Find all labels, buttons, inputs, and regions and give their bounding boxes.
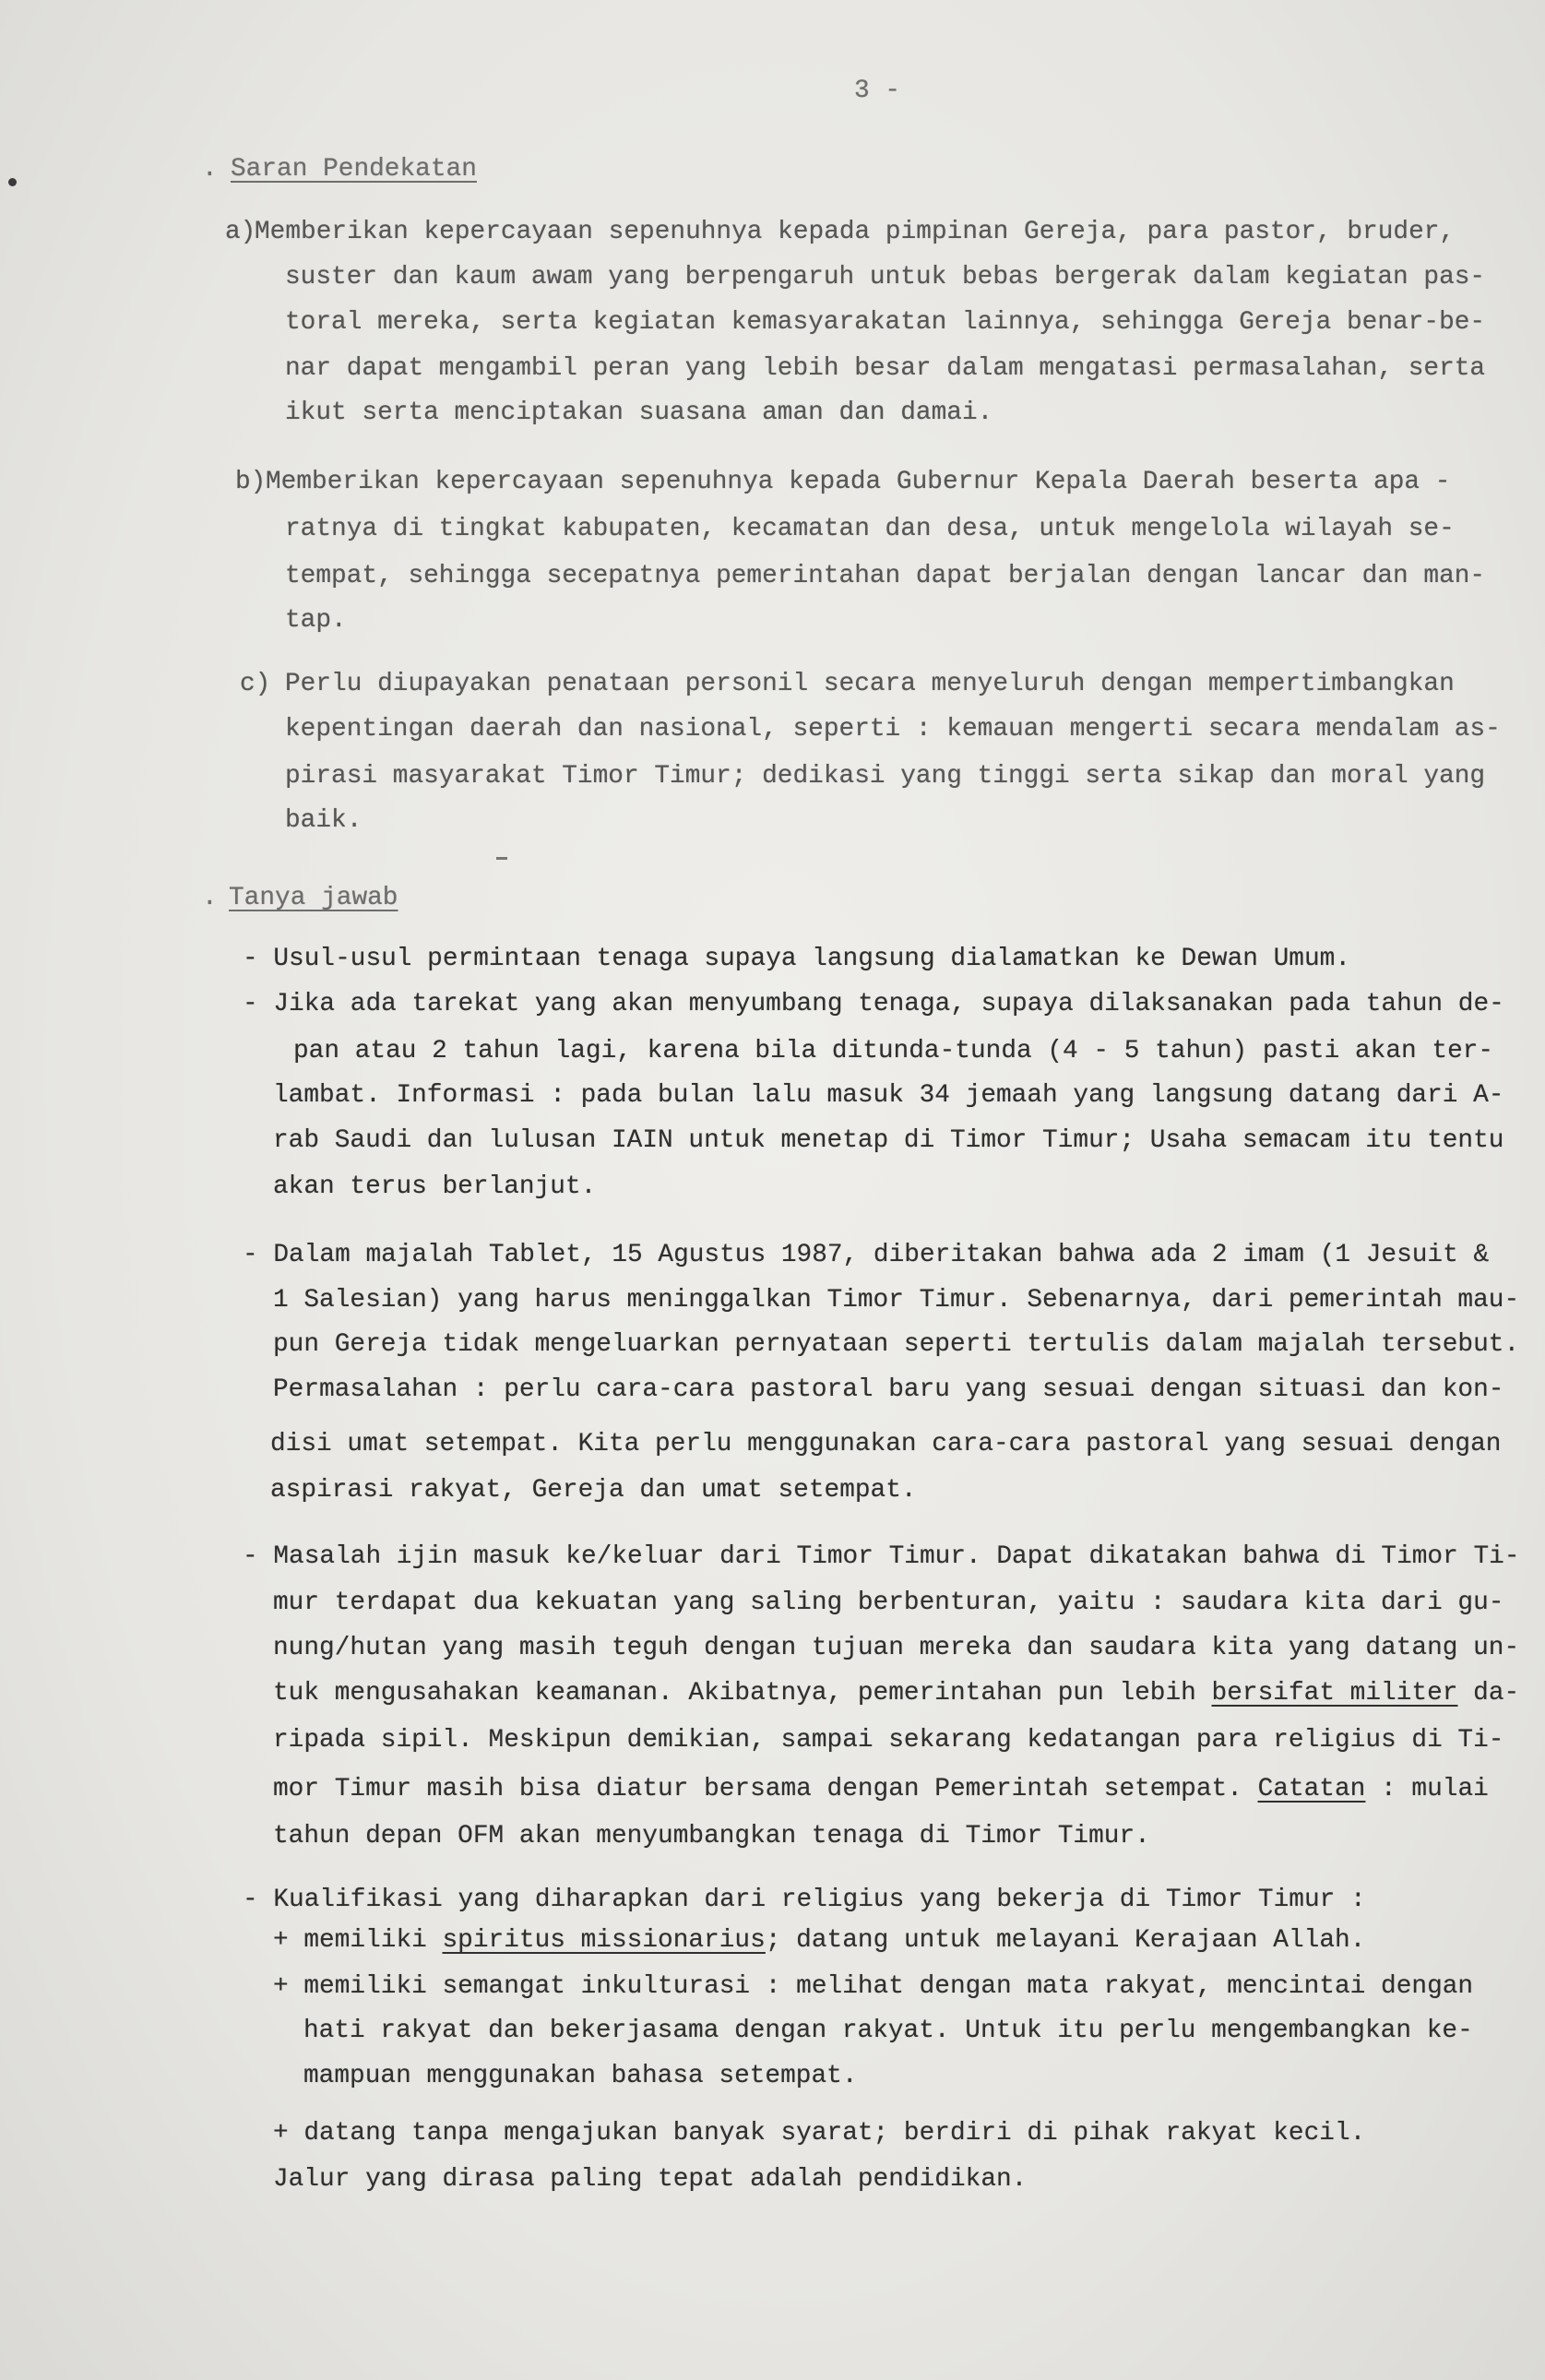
bullet-tarekat-line: lambat. Informasi : pada bulan lalu masuk 34 jemaah yang langsung datang dari A- — [273, 1081, 1504, 1110]
bullet-tarekat-line: pan atau 2 tahun lagi, karena bila ditunda-tunda (4 - 5 tahun) pasti akan ter- — [293, 1037, 1494, 1065]
section-heading-saran: Saran Pendekatan — [231, 155, 477, 184]
item-c-line: Perlu diupayakan penataan personil secara menyeluruh dengan mempertimbangkan — [285, 670, 1455, 698]
bullet-tarekat-line: - Jika ada tarekat yang akan menyumbang tenaga, supaya dilaksanakan pada tahun de- — [243, 990, 1504, 1018]
bullet-ijin-line — [273, 1678, 1519, 1709]
item-c-line: kepentingan daerah dan nasional, seperti : kemauan mengerti secara mendalam as- — [285, 715, 1501, 744]
underlined-text: spiritus missionarius — [442, 1926, 766, 1955]
line-text: : mulai — [1365, 1775, 1489, 1803]
bullet-kualifikasi-line: + datang tanpa mengajukan banyak syarat; berdiri di pihak rakyat kecil. — [273, 2119, 1366, 2148]
stray-mark — [496, 857, 507, 860]
punch-mark — [8, 178, 17, 186]
item-a-line: ikut serta menciptakan suasana aman dan damai. — [285, 399, 993, 427]
bullet-tarekat-line: rab Saudi dan lulusan IAIN untuk menetap di Timor Timur; Usaha semacam itu tentu — [273, 1126, 1504, 1155]
bullet-kualifikasi-line: hati rakyat dan bekerjasama dengan rakyat. Untuk itu perlu mengembangkan ke- — [303, 2017, 1473, 2045]
line-text: da- — [1457, 1679, 1520, 1708]
bullet-ijin-line: ripada sipil. Meskipun demikian, sampai sekarang kedatangan para religius di Ti- — [273, 1726, 1504, 1755]
item-c-line: baik. — [285, 806, 362, 835]
underlined-text: Catatan — [1257, 1775, 1366, 1803]
item-a-line: toral mereka, serta kegiatan kemasyarakatan lainnya, sehingga Gereja benar-be- — [285, 308, 1486, 337]
item-c-line: pirasi masyarakat Timor Timur; dedikasi yang tinggi serta sikap dan moral yang — [285, 762, 1486, 791]
item-a-line: Memberikan kepercayaan sepenuhnya kepada pimpinan Gereja, para pastor, bruder, — [255, 218, 1456, 246]
bullet-tablet-line: - Dalam majalah Tablet, 15 Agustus 1987, diberitakan bahwa ada 2 imam (1 Jesuit & — [243, 1241, 1490, 1269]
line-text: mor Timur masih bisa diatur bersama dengan Pemerintah setempat. — [273, 1775, 1258, 1803]
bullet-kualifikasi-line: + memiliki semangat inkulturasi : melihat dengan mata rakyat, mencintai dengan — [273, 1972, 1474, 2001]
bullet-kualifikasi-line: Jalur yang dirasa paling tepat adalah pendidikan. — [273, 2165, 1028, 2194]
item-label-a: a) — [225, 218, 256, 246]
bullet-ijin-line — [273, 1774, 1489, 1805]
line-text: tuk mengusahakan keamanan. Akibatnya, pemerintahan pun lebih — [273, 1679, 1212, 1708]
bullet-tarekat-line: akan terus berlanjut. — [273, 1172, 597, 1201]
bullet-tablet-line: disi umat setempat. Kita perlu menggunakan cara-cara pastoral yang sesuai dengan — [270, 1430, 1502, 1458]
bullet-tablet-line: 1 Salesian) yang harus meninggalkan Timor Timur. Sebenarnya, dari pemerintah mau- — [273, 1286, 1520, 1315]
page-number: 3 - — [854, 77, 901, 105]
bullet-ijin-line: tahun depan OFM akan menyumbangkan tenaga di Timor Timur. — [273, 1822, 1150, 1850]
section-heading-tanya: Tanya jawab — [229, 884, 398, 912]
item-b-line: tap. — [285, 606, 347, 635]
bullet-kualifikasi-line: - Kualifikasi yang diharapkan dari religius yang bekerja di Timor Timur : — [243, 1886, 1366, 1914]
line-text: ; datang untuk melayani Kerajaan Allah. — [765, 1926, 1366, 1955]
item-b-line: ratnya di tingkat kabupaten, kecamatan dan desa, untuk mengelola wilayah se- — [285, 515, 1455, 543]
underlined-text: bersifat militer — [1211, 1679, 1458, 1708]
item-label-b: b) — [235, 468, 267, 496]
bullet-tablet-line: pun Gereja tidak mengeluarkan pernyataan seperti tertulis dalam majalah tersebut. — [273, 1330, 1520, 1359]
bullet-kualifikasi-line: mampuan menggunakan bahasa setempat. — [303, 2062, 858, 2090]
item-a-line: suster dan kaum awam yang berpengaruh untuk bebas bergerak dalam kegiatan pas- — [285, 263, 1486, 292]
bullet-tablet-line: aspirasi rakyat, Gereja dan umat setempat. — [270, 1476, 917, 1505]
bullet-ijin-line: mur terdapat dua kekuatan yang saling berbenturan, yaitu : saudara kita dari gu- — [273, 1589, 1504, 1617]
bullet-ijin-line: nung/hutan yang masih teguh dengan tujuan mereka dan saudara kita yang datang un- — [273, 1634, 1520, 1662]
heading-marker-saran: . — [202, 155, 218, 184]
heading-marker-tanya: . — [202, 884, 218, 912]
bullet-kualifikasi-line — [273, 1925, 1365, 1957]
bullet-usul-line: - Usul-usul permintaan tenaga supaya langsung dialamatkan ke Dewan Umum. — [243, 945, 1351, 973]
item-b-line: tempat, sehingga secepatnya pemerintahan dapat berjalan dengan lancar dan man- — [285, 562, 1486, 590]
item-b-line: Memberikan kepercayaan sepenuhnya kepada Gubernur Kepala Daerah beserta apa - — [266, 468, 1451, 496]
item-a-line: nar dapat mengambil peran yang lebih besar dalam mengatasi permasalahan, serta — [285, 354, 1486, 383]
bullet-tablet-line: Permasalahan : perlu cara-cara pastoral baru yang sesuai dengan situasi dan kon- — [273, 1375, 1504, 1404]
bullet-ijin-line: - Masalah ijin masuk ke/keluar dari Timor Timur. Dapat dikatakan bahwa di Timor Ti- — [243, 1542, 1520, 1571]
item-label-c: c) — [240, 670, 271, 698]
line-text: + memiliki — [273, 1926, 443, 1955]
